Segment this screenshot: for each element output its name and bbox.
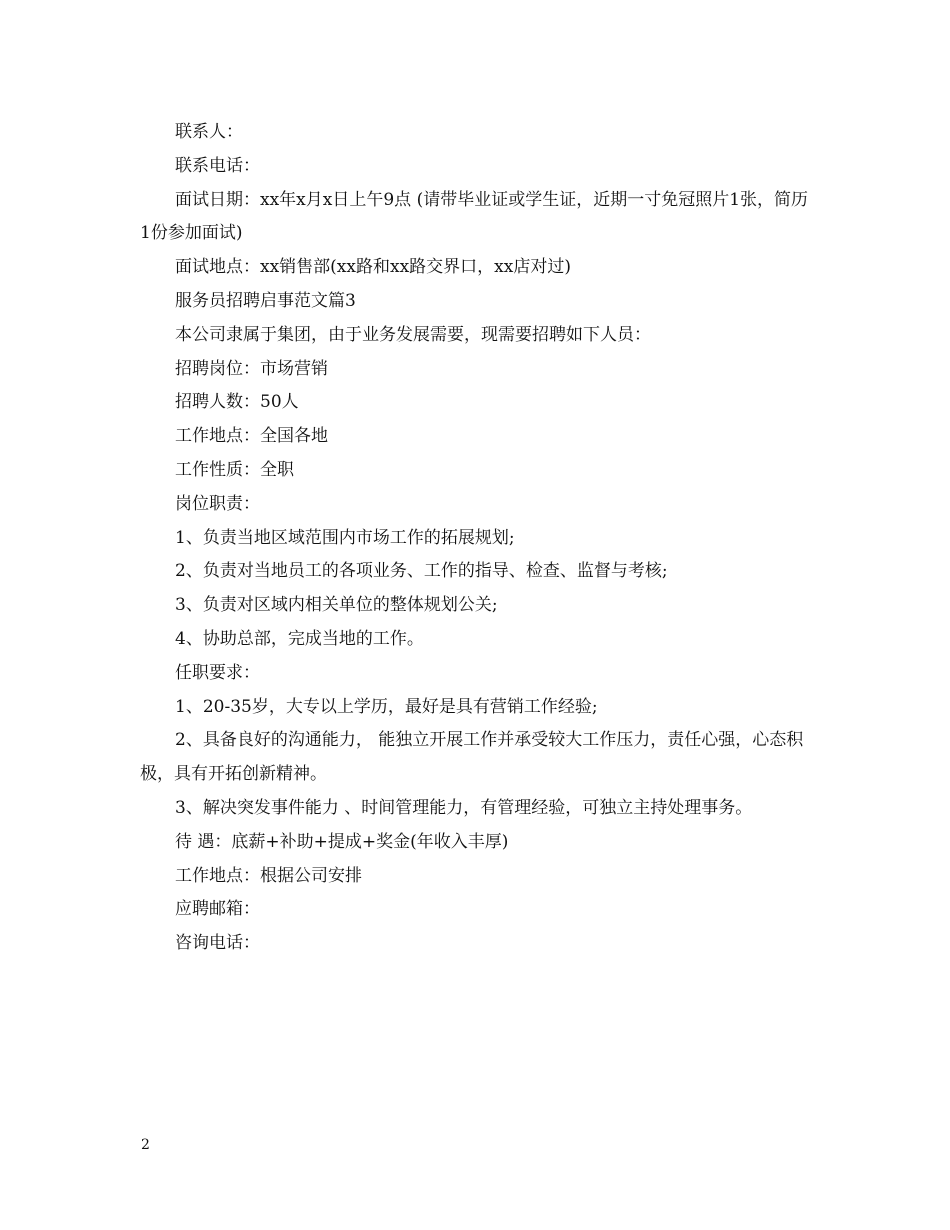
paragraph-application-email: 应聘邮箱： [175,899,260,920]
paragraph-duties-heading: 岗位职责： [175,493,260,514]
section-heading: 服务员招聘启事范文篇3 [175,290,356,311]
list-item: 1、负责当地区域范围内市场工作的拓展规划; [175,527,515,548]
paragraph-requirements-heading: 任职要求： [175,662,260,683]
list-item: 4、协助总部，完成当地的工作。 [175,628,424,649]
paragraph-position: 招聘岗位：市场营销 [175,358,328,379]
paragraph-benefits: 待 遇：底薪+补助+提成+奖金(年收入丰厚) [175,831,509,852]
list-item: 2、负责对当地员工的各项业务、工作的指导、检查、监督与考核; [175,561,668,582]
paragraph-company-intro: 本公司隶属于集团，由于业务发展需要，现需要招聘如下人员： [175,324,651,345]
page-number: 2 [141,1137,150,1153]
paragraph-contact-phone: 联系电话： [175,155,260,176]
list-item: 3、负责对区域内相关单位的整体规划公关; [175,595,498,616]
paragraph-work-location-2: 工作地点：根据公司安排 [175,865,362,886]
list-item: 1、20-35岁，大专以上学历，最好是具有营销工作经验; [175,696,598,717]
list-item: 3、解决突发事件能力 、时间管理能力，有管理经验，可独立主持处理事务。 [175,797,753,818]
list-item: 2、具备良好的沟通能力， 能独立开展工作并承受较大工作压力，责任心强，心态积极，具有开拓创新精神。 [140,730,804,785]
document-body [140,116,812,961]
paragraph-inquiry-phone: 咨询电话： [175,933,260,954]
paragraph-interview-location: 面试地点：xx销售部(xx路和xx路交界口，xx店对过) [175,257,571,278]
paragraph-interview-date: 面试日期：xx年x月x日上午9点 (请带毕业证或学生证，近期一寸免冠照片1张，简历1份参加面试) [140,189,809,244]
paragraph-headcount: 招聘人数：50人 [175,392,299,413]
paragraph-work-location: 工作地点：全国各地 [175,426,328,447]
paragraph-contact-person: 联系人： [175,122,243,142]
paragraph-job-type: 工作性质：全职 [175,459,294,480]
